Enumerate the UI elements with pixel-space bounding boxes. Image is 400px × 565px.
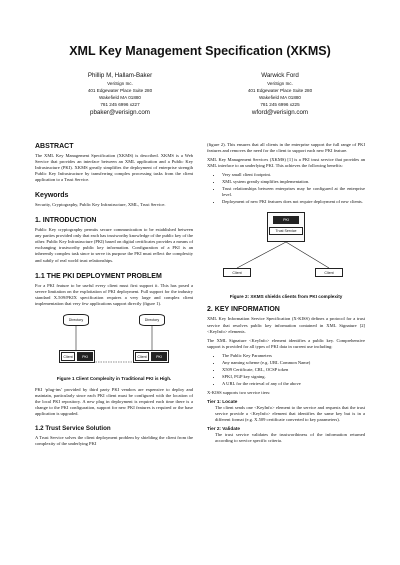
author-org: VeriSign Inc.: [267, 81, 293, 86]
author-phone: 781 245 6996 x225: [260, 102, 300, 107]
trust-service-text: A Trust Service solves the client deployment problem by shielding the client from the complexity of the underlying PKI: [35, 435, 193, 447]
author-address-line-1: 401 Edgewater Place Suite 280: [247, 88, 313, 93]
keywords-heading: Keywords: [35, 192, 69, 200]
list-item: • Deployment of new PKI features does not require deployment of new clients.: [222, 199, 365, 205]
author-address-line-2: Wakefield MA 01880: [99, 95, 141, 100]
figure-1-connectors: [35, 310, 193, 374]
figure-2: [207, 208, 365, 292]
directory-node: Directory: [63, 314, 89, 326]
list-item: • Very small client footprint.: [222, 172, 365, 178]
pki-deployment-heading: 1.1 THE PKI DEPLOYMENT PROBLEM: [35, 272, 162, 280]
list-item: • The Public Key Parameters: [222, 353, 365, 359]
paper-title: XML Key Management Specification (XKMS): [69, 44, 331, 58]
author-phone: 781 245 6996 x227: [100, 102, 140, 107]
pki-node: PKI: [273, 216, 299, 224]
figure-1-caption: Figure 1 Client Complexity in Traditional PKI is High.: [56, 375, 172, 381]
abstract-text: The XML Key Management Specification (XKMS) is described. XKMS is a Web Service that provides an interface between an XML application and a Public Key Infrastructure (PKI). XKMS greatly simplifies the deployment of enterprise strength Public Key Infrastructure by transferring complex processing tasks from the client application to a Trust Service.: [35, 153, 193, 183]
client-node: Client: [223, 268, 251, 277]
author-name: Warwick Ford: [261, 72, 299, 79]
abstract-heading: ABSTRACT: [35, 143, 74, 150]
list-item: • Trust relationships between enterprises may be configured at the enterprise level.: [222, 186, 365, 198]
pki-data-list: [207, 353, 365, 387]
tier-2-text: The trust service validates the trustworthiness of the information returned according to service specific criteria.: [215, 432, 365, 444]
key-information-text-2: The XML Signature <KeyInfo> element identifies a public key. Comprehensive support is provided for all types of PKI data in current use including:: [207, 337, 365, 349]
figure-1: [35, 310, 193, 374]
trust-service-continued: (figure 2). This ensures that all clients in the enterprise support the full range of PKI features and removes the need for the client to support each new PKI feature.: [207, 142, 365, 154]
benefits-list: [207, 172, 365, 205]
client-node: Client: [61, 352, 75, 361]
xkms-intro-text: XML Key Management Services (XKMS) [1] is a PKI trust service that provides an XML interface to an underlying PKI. This achieves the following benefits:: [207, 157, 365, 169]
introduction-text: Public Key cryptography permits secure communication to be established between any parties provided only that each has trustworthy knowledge of the public key of the other. Public Key Infrastructure (PKI) based on digital certificates provides a means of exchanging trustworthy public key information. Configuration of a PKI is an inherently complex task since to serve its purpose the PKI must reflect the complexity and subtly of real world trust relationships.: [35, 227, 193, 263]
right-column: [207, 142, 365, 447]
tiers-intro-text: X-KISS supports two service tiers:: [207, 389, 271, 395]
figure-2-caption: Figure 2: XKMS shields clients from PKI complexity: [229, 294, 343, 300]
author-block-2: [200, 72, 360, 117]
list-item: • X509 Certificate, CRL, OCSP token: [222, 367, 365, 373]
tier-1-heading: Tier 1: Locate: [207, 398, 238, 404]
author-email[interactable]: wford@verisign.com: [251, 109, 309, 116]
author-address-line-1: 401 Edgewater Place Suite 280: [87, 88, 153, 93]
list-item: • SPKI, PGP key signing.: [222, 374, 365, 380]
tier-2-heading: Tier 2: Validate: [207, 426, 241, 432]
list-item: • A URL for the retrieval of any of the above: [222, 381, 365, 387]
trust-service-heading: 1.2 Trust Service Solution: [35, 425, 111, 433]
pki-deployment-text: For a PKI feature to be useful every client must first support it. This has posed a severe limitation on the exploitation of PKI deployment. Full support for the industry standard X.509/PKIX specification requires a very large and complex client implementation that very few applications support directly (figure 1).: [35, 282, 193, 306]
list-item: • Any naming scheme (e.g. URL Common Name): [222, 360, 365, 366]
pki-node: PKI: [151, 352, 167, 361]
key-information-text: XML Key Information Service Specification (X-KISS) defines a protocol for a trust service that resolves public key information contained in XML Signature [2] <KeyInfo> elements.: [207, 316, 365, 334]
trust-service-node: Trust Service: [269, 227, 303, 235]
keywords-text: Security, Cryptography, Public Key Infrastructure, XML, Trust Service.: [35, 202, 166, 208]
tier-1-text: The client sends one <KeyInfo> element to the service and requests that the trust service provide a <KeyInfo> element that identifies the same key but is in a different format (e.g. X.509 certificate converted to key parameters).: [215, 405, 365, 423]
pki-node: PKI: [77, 352, 93, 361]
list-item: • XML system greatly simplifies implementation.: [222, 179, 365, 185]
directory-node: Directory: [139, 314, 165, 326]
introduction-heading: 1. INTRODUCTION: [35, 217, 97, 225]
author-email[interactable]: pbaker@verisign.com: [90, 109, 150, 116]
key-information-heading: 2. KEY INFORMATION: [207, 306, 280, 314]
author-address-line-2: Wakefield MA 01880: [259, 95, 301, 100]
plugin-text: PKI ‘plug-ins’ provided by third party PKI vendors are expensive to deploy and maintain, particularly since each PKI client must be configured with the location of the local PKI repository. A new plug in deployment is required each time there is a change to the PKI configuration, support for new PKI features is required or the base application is upgraded.: [35, 386, 193, 416]
author-org: VeriSign Inc.: [107, 81, 133, 86]
author-name: Phillip M, Hallam-Baker: [87, 72, 153, 79]
left-column: [35, 142, 193, 450]
client-node: Client: [315, 268, 343, 277]
client-node: Client: [135, 352, 149, 361]
author-block-1: [40, 72, 200, 117]
